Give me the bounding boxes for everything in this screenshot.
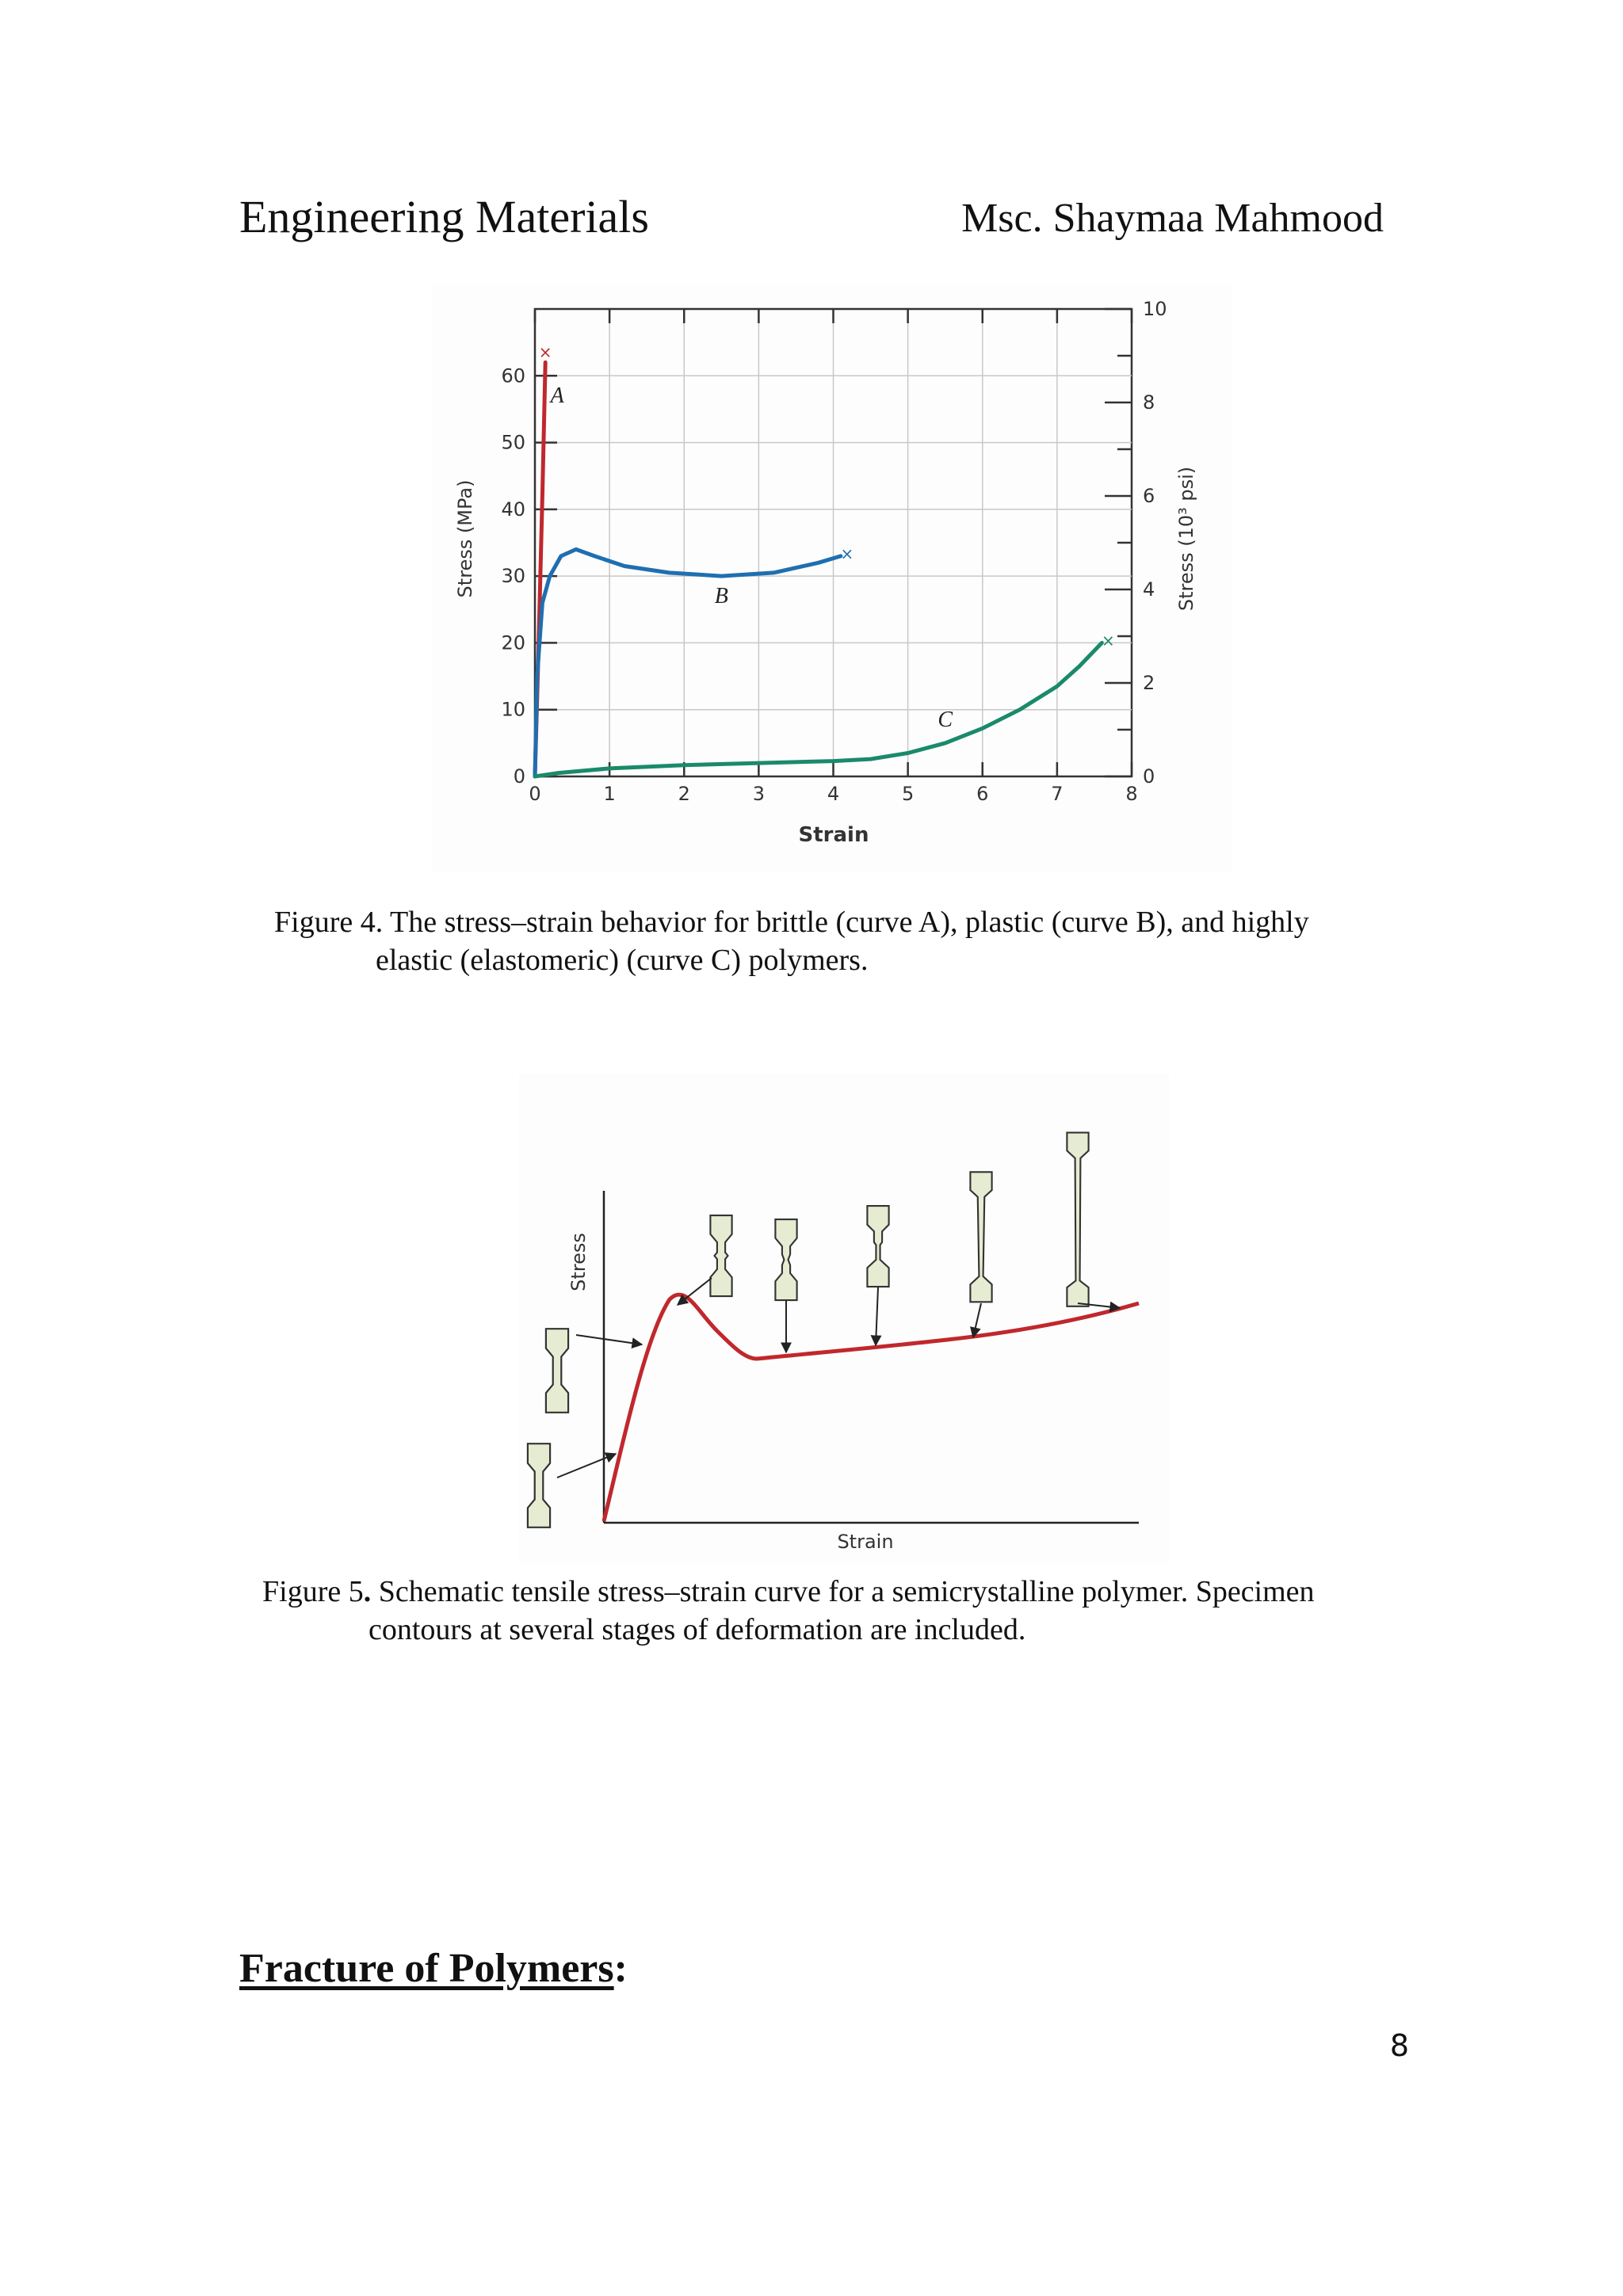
x-tick-label: 4 <box>827 783 840 805</box>
caption-5-dot: . <box>363 1575 372 1608</box>
fracture-marker-A: × <box>538 342 552 362</box>
section-heading-colon: : <box>613 1946 628 1991</box>
y-axis-label-right <box>1175 467 1197 611</box>
y-right-tick-label: 2 <box>1143 672 1155 694</box>
y-tick-label: 40 <box>501 498 525 521</box>
stress-strain-chart <box>432 285 1232 871</box>
y-tick-label: 50 <box>501 431 525 454</box>
section-heading-text: Fracture of Polymers <box>239 1946 614 1991</box>
y-tick-label: 0 <box>513 765 525 788</box>
specimen-icon-5 <box>867 1206 888 1287</box>
caption-5-line-2: contours at several stages of deformation are included. <box>369 1613 1026 1646</box>
x-axis-label: Strain <box>798 823 869 847</box>
y-tick-label: 10 <box>501 698 525 721</box>
specimen-icon-6 <box>970 1172 991 1302</box>
fracture-marker-B: × <box>840 543 854 563</box>
strain-axis-label: Strain <box>837 1531 894 1553</box>
chart-ticks <box>501 298 1167 805</box>
chart-grid <box>535 309 1132 776</box>
specimen-icon-4 <box>775 1219 796 1300</box>
arrow-1 <box>557 1454 616 1478</box>
caption-4-line-1: Figure 4. The stress–strain behavior for brittle (curve A), plastic (curve B), and highly <box>274 906 1309 939</box>
curve-label-A: A <box>550 383 564 408</box>
series-line-B <box>535 549 841 776</box>
y-right-tick-label: 4 <box>1143 578 1155 601</box>
x-tick-label: 5 <box>901 783 915 805</box>
section-heading <box>239 1945 628 1992</box>
x-tick-label: 3 <box>752 783 766 805</box>
specimen-icon-7 <box>1067 1133 1088 1306</box>
x-tick-label: 8 <box>1125 783 1138 805</box>
specimen-icon-1 <box>528 1444 550 1527</box>
caption-4-line-2: elastic (elastomeric) (curve C) polymers. <box>376 944 869 977</box>
x-tick-label: 6 <box>976 783 989 805</box>
arrow-5 <box>876 1287 878 1345</box>
x-tick-label: 7 <box>1051 783 1064 805</box>
caption-5-prefix: Figure 5 <box>262 1575 364 1608</box>
curve-label-C: C <box>938 707 953 732</box>
y-tick-label: 20 <box>501 631 525 654</box>
y-right-tick-label: 8 <box>1143 391 1155 414</box>
stress-strain-curve <box>604 1295 1139 1521</box>
header-author: Msc. Shaymaa Mahmood <box>961 196 1384 241</box>
arrow-3 <box>678 1278 712 1305</box>
specimen-icon-3 <box>710 1215 731 1296</box>
x-tick-label: 0 <box>529 783 541 805</box>
header-course-title: Engineering Materials <box>239 191 649 242</box>
y-tick-label: 60 <box>501 364 525 387</box>
specimen-icon-2 <box>546 1329 568 1413</box>
y-tick-label: 30 <box>501 565 525 588</box>
figure-4-caption <box>274 903 1309 979</box>
page-number: 8 <box>1389 2028 1409 2063</box>
y-axis-label-right-text: Stress (10³ psi) <box>1175 466 1197 612</box>
arrow-2 <box>576 1335 642 1344</box>
x-tick-label: 2 <box>678 783 690 805</box>
figure-5-schematic <box>519 1074 1169 1565</box>
figure-5-caption <box>262 1573 1315 1649</box>
curve-label-B: B <box>714 583 728 608</box>
figure-4-chart <box>432 285 1232 871</box>
y-right-tick-label: 0 <box>1143 765 1155 788</box>
y-right-tick-label: 10 <box>1143 298 1167 320</box>
arrow-6 <box>973 1303 981 1337</box>
stress-axis-label: Stress <box>567 1233 590 1291</box>
y-right-tick-label: 6 <box>1143 485 1155 507</box>
y-axis-label-left: Stress (MPa) <box>454 479 476 598</box>
caption-5-line-1: Schematic tensile stress–strain curve for a semicrystalline polymer. Specimen <box>371 1575 1315 1608</box>
tensile-schematic-svg <box>519 1074 1169 1565</box>
x-tick-label: 1 <box>603 783 616 805</box>
chart-series <box>535 342 1115 776</box>
fracture-marker-C: × <box>1101 631 1115 650</box>
